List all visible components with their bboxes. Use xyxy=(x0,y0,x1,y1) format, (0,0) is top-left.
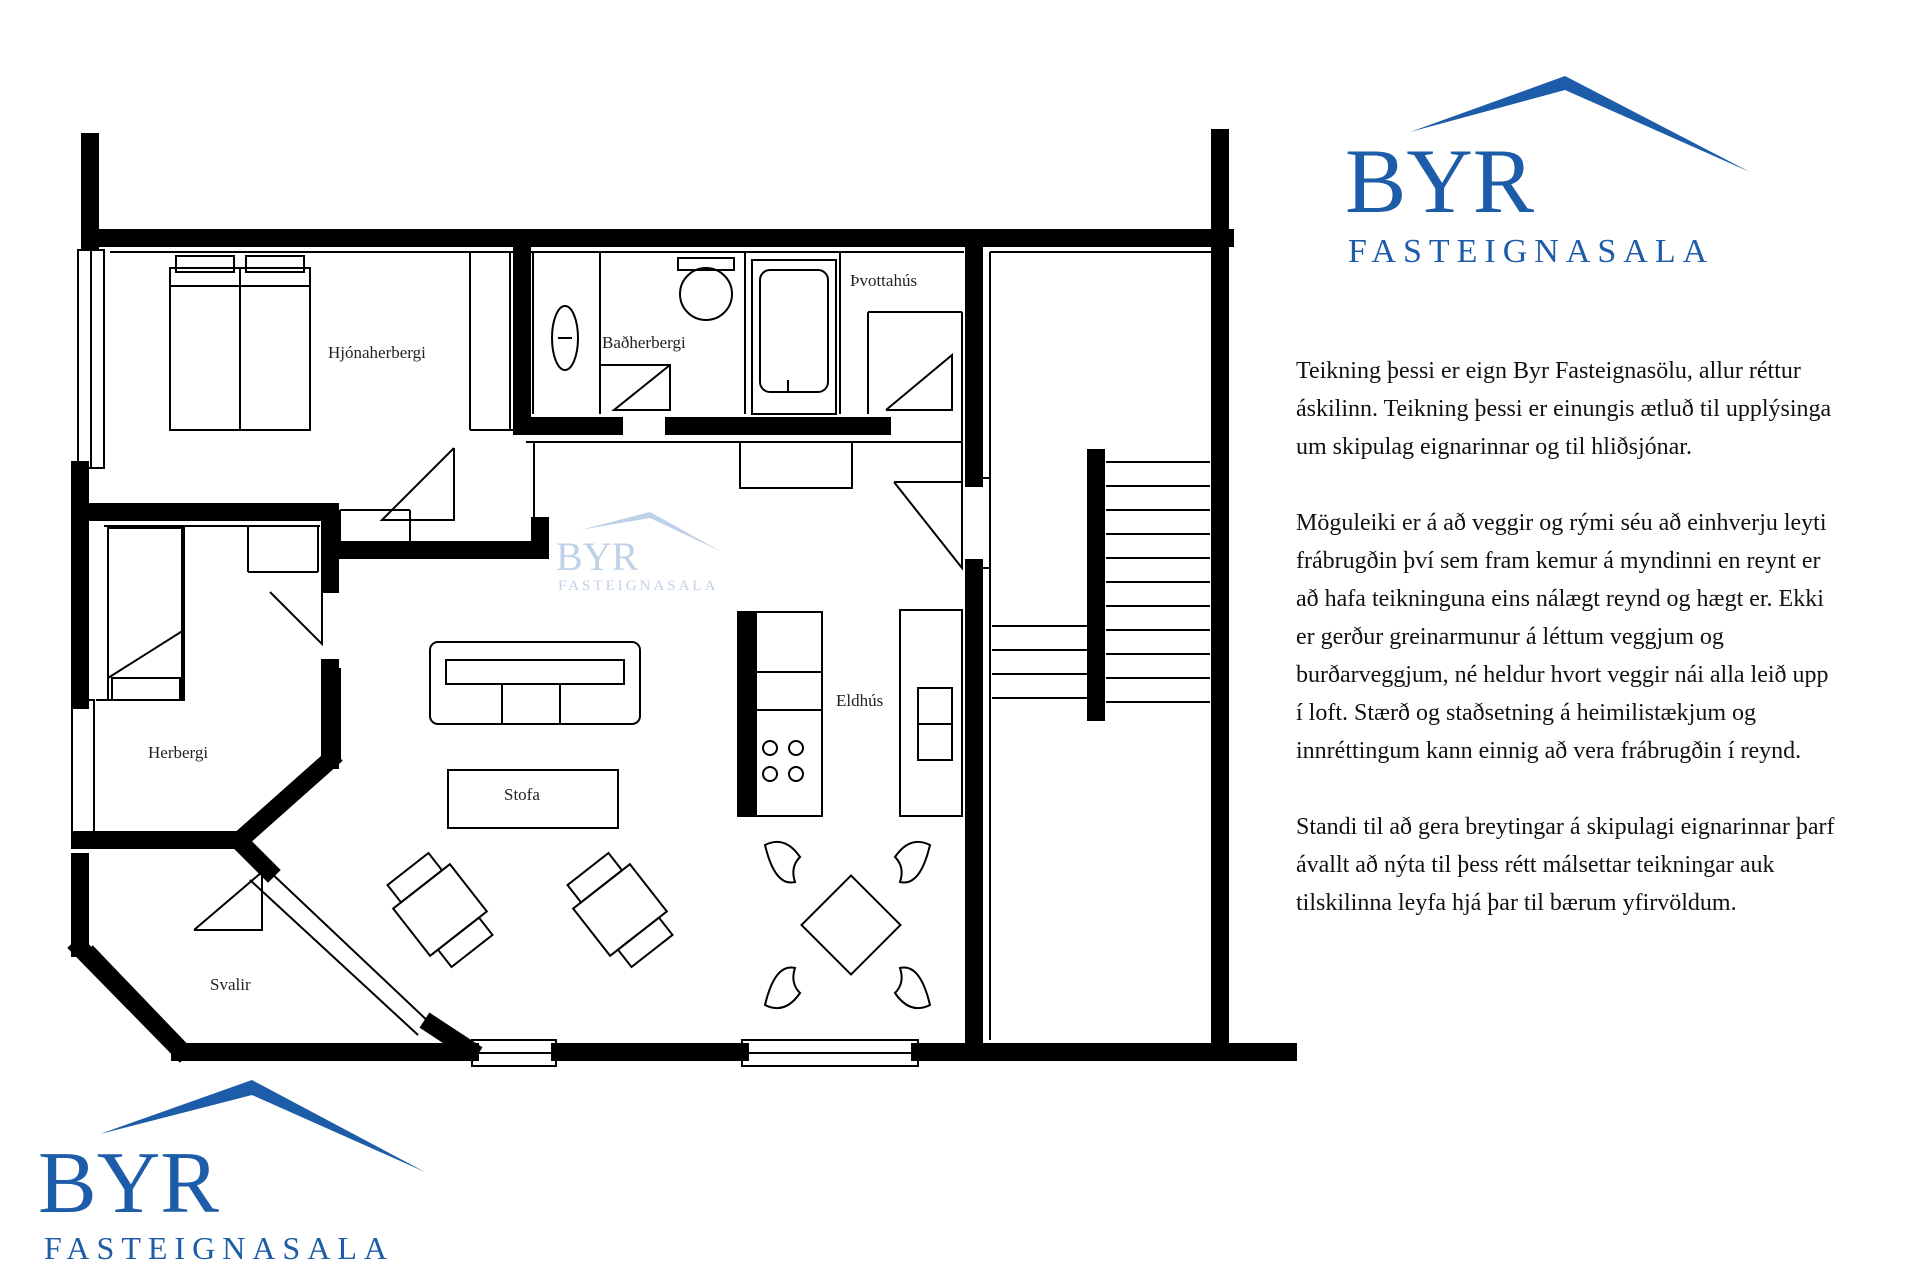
room-label-balcony: Svalir xyxy=(210,975,251,994)
brand-subtitle: FASTEIGNASALA xyxy=(44,1230,394,1266)
bathtub-icon xyxy=(752,260,836,414)
brand-name: BYR xyxy=(556,534,639,579)
double-bed xyxy=(170,256,310,430)
brand-logo-top xyxy=(1345,76,1750,270)
sofa-icon xyxy=(430,642,640,724)
room-label-bedroom: Herbergi xyxy=(148,743,209,762)
disclaimer-paragraph: Teikning þessi er eign Byr Fasteignasölu, allur réttur áskilinn. Teikning þessi er einungis ætluð til upplýsinga um skipulag eignarinnar og til hliðsjónar. xyxy=(1296,358,1832,460)
windows xyxy=(72,250,1212,1066)
dining-table-icon xyxy=(560,847,681,973)
toilet-icon xyxy=(678,258,734,320)
disclaimer-paragraph: Standi til að gera breytingar á skipulagi eignarinnar þarf ávallt að nýta til þess rétt málsettar teikningar auk tilskilinna leyfa hjá þar til bærum yfirvöldum. xyxy=(1296,814,1835,916)
disclaimer-text xyxy=(1296,352,1836,960)
room-label-bathroom: Baðherbergi xyxy=(602,333,686,352)
cabinet xyxy=(740,442,852,488)
brand-logo-bottom xyxy=(38,1080,425,1266)
room-label-master-bedroom: Hjónaherbergi xyxy=(328,343,426,362)
room-label-kitchen: Eldhús xyxy=(836,691,884,710)
room-label-laundry: Þvottahús xyxy=(850,271,918,290)
brand-name: BYR xyxy=(1345,130,1535,232)
disclaimer-paragraph: Möguleiki er á að veggir og rými séu að einhverju leyti frábrugðin því sem fram kemur á myndinni en reynt er að hafa teikninguna eins nálægt reynd og hægt er. Ekki er gerður greinarmunur á léttum veggjum og burðarveggjum, né heldur hvort veggir nái alla leið upp í loft. Stærð og staðsetning á heimilistækjum og innréttingum kann einnig að vera frábrugðin í reynd. xyxy=(1296,510,1829,764)
watermark-logo xyxy=(556,512,722,594)
brand-name: BYR xyxy=(38,1135,219,1232)
brand-subtitle: FASTEIGNASALA xyxy=(1348,233,1715,270)
single-bed xyxy=(108,528,184,700)
room-label-living-room: Stofa xyxy=(504,785,540,804)
round-dining-set xyxy=(765,842,930,1008)
dining-table-icon xyxy=(380,847,501,973)
brand-subtitle: FASTEIGNASALA xyxy=(558,578,719,594)
